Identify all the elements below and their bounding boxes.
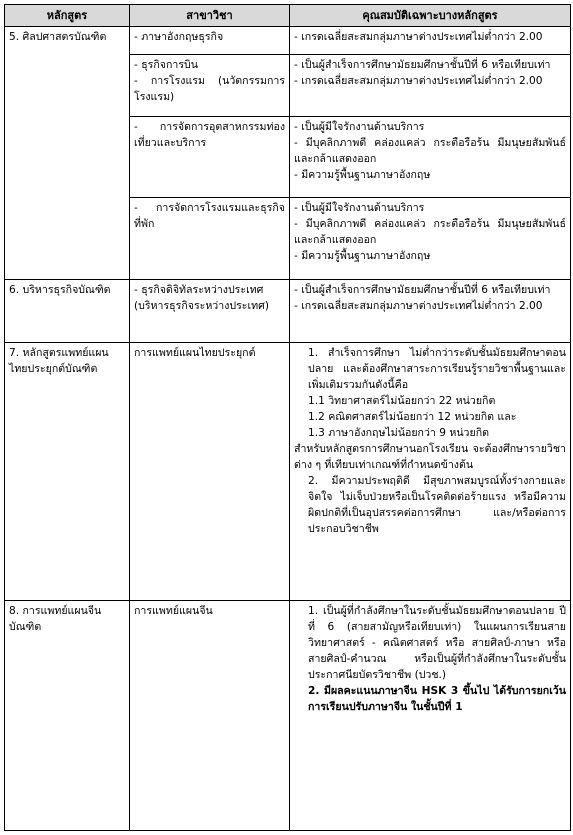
qualification-item: - เป็นผู้มีใจรักงานด้านบริการ: [294, 121, 425, 133]
major-cell: [130, 55, 290, 117]
qualification-cell: [290, 198, 571, 280]
qualification-item: - มีความรู้พื้นฐานภาษาอังกฤษ: [294, 250, 431, 262]
header-program: หลักสูตร: [5, 5, 130, 27]
qualification-item: - เป็นผู้มีใจรักงานด้านบริการ: [294, 202, 425, 214]
qualification-paragraph: สำหรับหลักสูตรการศึกษานอกโรงเรียน จะต้องศึกษารายวิชาต่าง ๆ ที่เทียบเท่าเกณฑ์ที่กำหนดข้างต้น: [294, 443, 566, 471]
qualification-paragraph: 1. สำเร็จการศึกษา ไม่ต่ำกว่าระดับชั้นมัธยมศึกษาตอนปลาย และต้องศึกษาสาระการเรียนรู้รายวิชาพื้นฐานและเพิ่มเติมรวมกันดังนี้คือ: [308, 347, 566, 391]
qualification-item: - เป็นผู้สำเร็จการศึกษามัธยมศึกษาชั้นปีที่ 6 หรือเทียบเท่า: [294, 59, 551, 71]
qualification-item: - มีบุคลิกภาพดี คล่องแคล่ว กระตือรือร้น มีมนุษยสัมพันธ์ และกล้าแสดงออก: [294, 137, 566, 165]
major-cell: การแพทย์แผนจีน: [130, 601, 290, 831]
table-row: [5, 343, 571, 601]
major-cell: - การจัดการอุตสาหกรรมท่องเที่ยวและบริการ: [130, 117, 290, 198]
qualification-cell: - เกรดเฉลี่ยสะสมกลุ่มภาษาต่างประเทศไม่ต่ำกว่า 2.00: [290, 27, 571, 55]
qualification-cell: [290, 601, 571, 831]
program-cell: 5. ศิลปศาสตรบัณฑิต: [5, 27, 130, 280]
table-row: [5, 27, 571, 55]
major-cell: - ภาษาอังกฤษธุรกิจ: [130, 27, 290, 55]
header-row: [5, 5, 571, 27]
table-row: [5, 280, 571, 343]
header-qualifications: คุณสมบัติเฉพาะบางหลักสูตร: [290, 5, 571, 27]
qualification-cell: [290, 55, 571, 117]
qualification-item: 1.3 ภาษาอังกฤษไม่น้อยกว่า 9 หน่วยกิต: [308, 427, 490, 439]
qualification-paragraph: 1. เป็นผู้ที่กำลังศึกษาในระดับชั้นมัธยมศึกษาตอนปลาย ปีที่ 6 (สายสามัญหรือเทียบเท่า) ในแผนการเรียนสายวิทยาศาสตร์ - คณิตศาสตร์ หรือ สายศิลป์-ภาษา หรือ สายศิลป์-คำนวณ หรือเป็นผู้ที่กำลังศึกษาในระดับชั้นประกาศนียบัตรวิชาชีพ (ปวช.): [308, 605, 566, 681]
program-cell: 6. บริหารธุรกิจบัณฑิต: [5, 280, 130, 343]
program-cell: 7. หลักสูตรแพทย์แผนไทยประยุกต์บัณฑิต: [5, 343, 130, 601]
qualification-item: - มีความรู้พื้นฐานภาษาอังกฤษ: [294, 169, 431, 181]
qualification-paragraph: 2. มีผลคะแนนภาษาจีน HSK 3 ขึ้นไป ได้รับการยกเว้นการเรียนปรับภาษาจีน ในชั้นปีที่ 1: [308, 685, 566, 713]
qualification-item: 1.1 วิทยาศาสตร์ไม่น้อยกว่า 22 หน่วยกิต: [308, 395, 496, 407]
qualification-item: - มีบุคลิกภาพดี คล่องแคล่ว กระตือรือร้น มีมนุษยสัมพันธ์ และกล้าแสดงออก: [294, 218, 566, 246]
major-cell: - ธุรกิจดิจิทัลระหว่างประเทศ (บริหารธุรกิจระหว่างประเทศ): [130, 280, 290, 343]
table-row: [5, 601, 571, 831]
qualification-item: 1.2 คณิตศาสตร์ไม่น้อยกว่า 12 หน่วยกิต และ: [308, 411, 517, 423]
major-item: - การโรงแรม (นวัตกรรมการโรงแรม): [134, 75, 285, 103]
qualification-cell: [290, 280, 571, 343]
qualification-cell: [290, 343, 571, 601]
qualification-item: - เกรดเฉลี่ยสะสมกลุ่มภาษาต่างประเทศไม่ต่ำกว่า 2.00: [294, 75, 543, 87]
qualification-item: - เป็นผู้สำเร็จการศึกษามัธยมศึกษาชั้นปีที่ 6 หรือเทียบเท่า: [294, 284, 551, 296]
major-cell: - การจัดการโรงแรมและธุรกิจที่พัก: [130, 198, 290, 280]
curriculum-table: [4, 4, 571, 831]
qualification-item: - เกรดเฉลี่ยสะสมกลุ่มภาษาต่างประเทศไม่ต่ำกว่า 2.00: [294, 300, 543, 312]
qualification-cell: [290, 117, 571, 198]
major-item: - ธุรกิจการบิน: [134, 59, 198, 71]
major-cell: การแพทย์แผนไทยประยุกต์: [130, 343, 290, 601]
qualification-paragraph: 2. มีความประพฤติดี มีสุขภาพสมบูรณ์ทั้งร่างกายและจิตใจ ไม่เจ็บป่วยหรือเป็นโรคติดต่อร้ายแรง หรือมีความผิดปกติที่เป็นอุปสรรคต่อการศึกษา และ/หรือต่อการประกอบวิชาชีพ: [308, 475, 566, 535]
program-cell: 8. การแพทย์แผนจีนบัณฑิต: [5, 601, 130, 831]
header-major: สาขาวิชา: [130, 5, 290, 27]
